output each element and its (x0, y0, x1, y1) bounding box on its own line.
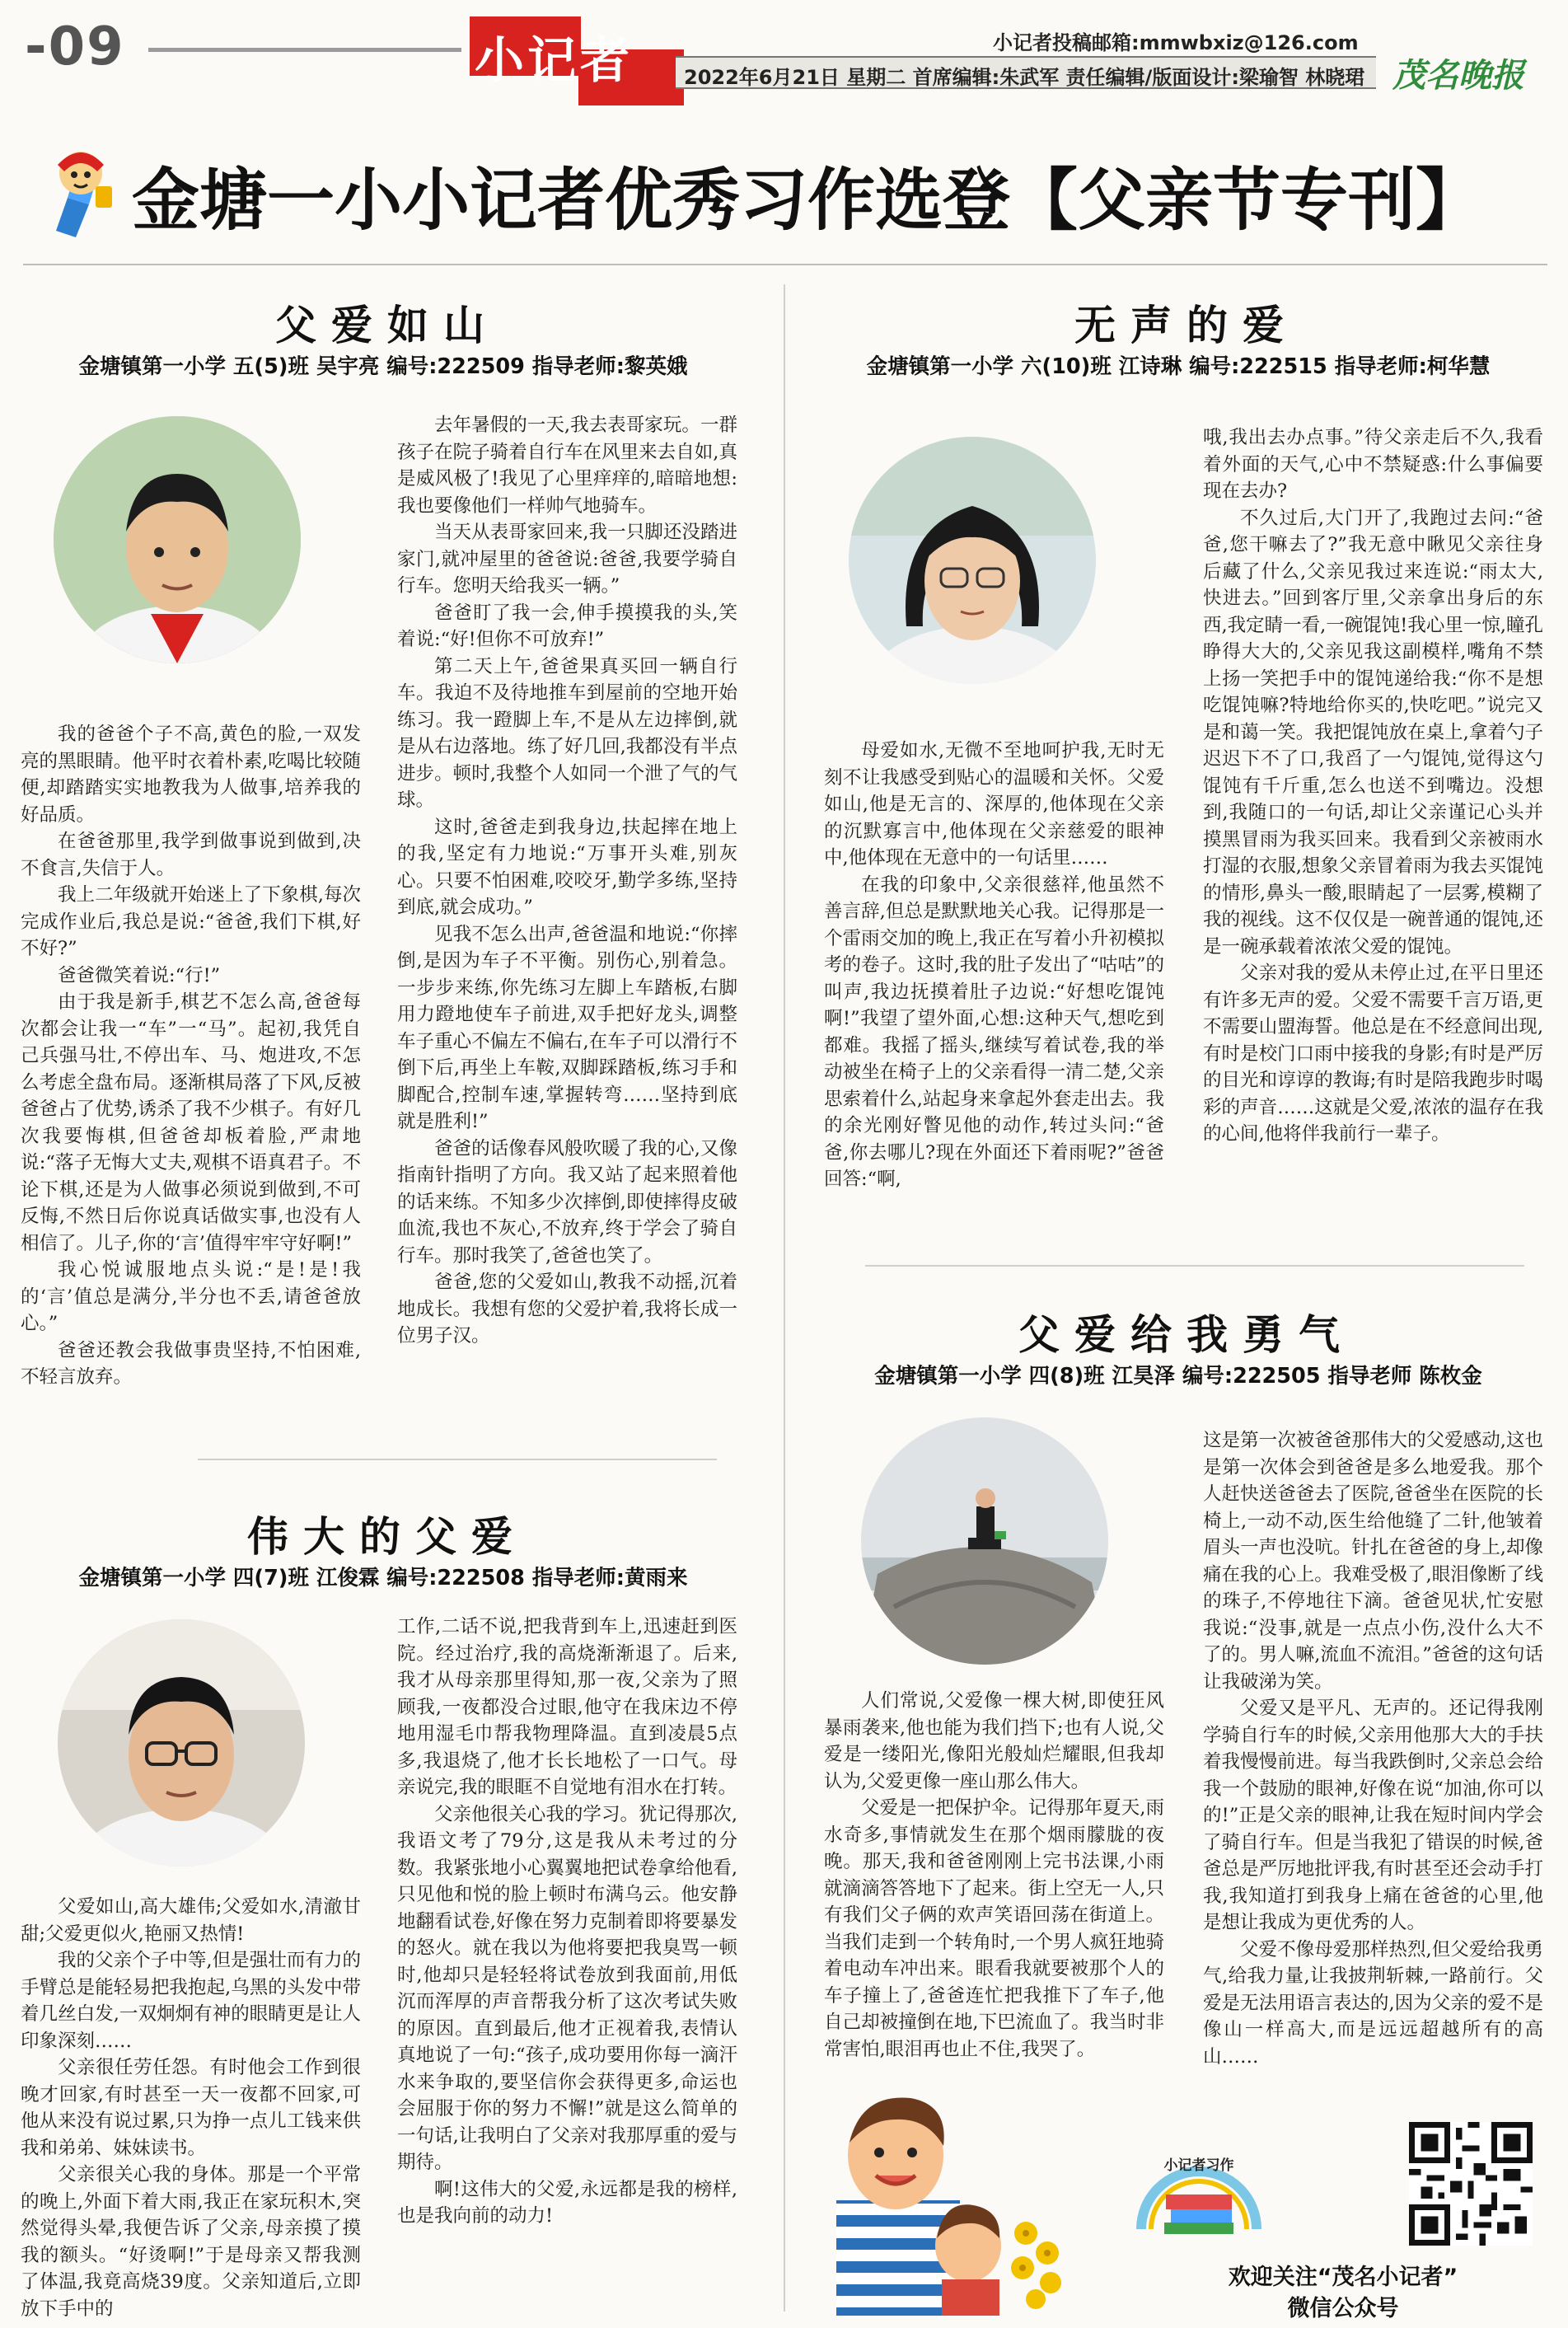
paragraph: 母爱如水,无微不至地呵护我,无时无刻不让我感受到贴心的温暖和关怀。父爱如山,他是无言的、深厚的,他体现在父亲的沉默寡言中,他体现在父亲慈爱的眼神中,他体现在无意中的一句话里…… (824, 740, 1164, 869)
paragraph: 父爱不像母爱那样热烈,但父爱给我勇气,给我力量,让我披荆斩棘,一路前行。父爱是无法用语言表达的,因为父亲的爱不是像山一样高大,而是远远超越所有的高山…… (1203, 1938, 1543, 2068)
paragraph: 这时,爸爸走到我身边,扶起摔在地上的我,坚定有力地说:“万事开头难,别灰心。只要不怕困难,咬咬牙,勤学多练,坚持到底,就会成功。” (397, 816, 737, 918)
article-byline: 金塘镇第一小学 六(10)班 江诗琳 编号:222515 指导老师:柯华慧 (866, 354, 1491, 379)
paragraph: 爸爸,您的父爱如山,教我不动摇,沉着地成长。我想有您的父爱护着,我将长成一位男子汉。 (397, 1272, 737, 1347)
paper-logo: 茂名晚报 (1392, 56, 1524, 95)
promo-badge-label: 小记者习作 (1163, 2157, 1234, 2174)
promo-badge (1133, 2130, 1265, 2246)
qr-code (1409, 2122, 1533, 2246)
paragraph: 我的父亲个子中等,但是强壮而有力的手臂总是能轻易把我抱起,乌黑的头发中带着几丝白发,一双炯炯有神的眼睛更是让人印象深刻…… (21, 1950, 361, 2052)
page-headline: 金塘一小小记者优秀习作选登【父亲节专刊】 (132, 162, 1484, 240)
paragraph: 父亲他很关心我的学习。犹记得那次,我语文考了79分,这是我从未考过的分数。我紧张地小心翼翼地把试卷拿给他看,只见他和悦的脸上顿时布满乌云。他安静地翻看试卷,好像在努力克制着即将要暴发的怒火。就在我以为他将要把我臭骂一顿时,他却只是轻轻将试卷放到我面前,用低沉而浑厚的声音帮我分析了这次考试失败的原因。直到最后,他才正视着我,表情认真地说了一句:“孩子,成功要用你每一滴汗水来争取的,要坚信你会获得更多,命运也会屈服于你的努力不懈!”就是这么简单的一句话,让我明白了父亲对我那厚重的爱与期待。 (397, 1803, 737, 2173)
paragraph: 哦,我出去办点事。”待父亲走后不久,我看着外面的天气,心中不禁疑惑:什么事偏要现在去办? (1203, 427, 1543, 502)
issue-info: 2022年6月21日 星期二 首席编辑:朱武军 责任编辑/版面设计:梁瑜智 林晓珺 (684, 66, 1365, 89)
article-byline: 金塘镇第一小学 五(5)班 吴宇亮 编号:222509 指导老师:黎英娥 (78, 354, 688, 379)
paragraph: 当天从表哥家回来,我一只脚还没踏进家门,就冲屋里的爸爸说:爸爸,我要学骑自行车。您明天给我买一辆。” (397, 522, 737, 597)
article-column (21, 721, 361, 1391)
article-byline: 金塘镇第一小学 四(7)班 江俊霖 编号:222508 指导老师:黄雨来 (78, 1566, 688, 1590)
paragraph: 这是第一次被爸爸那伟大的父爱感动,这也是第一次体会到爸爸是多么地爱我。那个人赶快送爸爸去了医院,爸爸坐在医院的长椅上,一动不动,医生给他缝了二针,他皱着眉头一声也没吭。针扎在爸爸的身上,却像痛在我的心上。我难受极了,眼泪像断了线的珠子,不停地往下滴。爸爸见状,忙安慰我说:“没事,就是一点点小伤,没什么大不了的。男人嘛,流血不流泪。”爸爸的这句话让我破涕为笑。 (1203, 1430, 1543, 1693)
paragraph: 啊!这伟大的父爱,永远都是我的榜样,也是我向前的动力! (397, 2178, 737, 2227)
article-title: 父爱给我勇气 (1018, 1310, 1355, 1359)
paragraph: 父亲很任劳任怨。有时他会工作到很晚才回家,有时甚至一天一夜都不回家,可他从来没有说过累,只为挣一点儿工钱来供我和弟弟、妹妹读书。 (21, 2057, 361, 2159)
article-column (1203, 424, 1543, 1148)
paragraph: 爸爸微笑着说:“行!” (58, 964, 221, 986)
author-photo (849, 437, 1096, 684)
article-column (1203, 1427, 1543, 2070)
article-column (397, 412, 737, 1350)
article-title: 无声的爱 (1074, 301, 1299, 349)
paragraph: 爸爸还教会我做事贵坚持,不怕困难,不轻言放弃。 (21, 1339, 361, 1388)
section-badge (470, 16, 684, 105)
paragraph: 爸爸的话像春风般吹暖了我的心,又像指南针指明了方向。我又站了起来照着他的话来练。不知多少次摔倒,即使摔得皮破血流,我也不灰心,不放弃,终于学会了骑自行车。那时我笑了,爸爸也笑了。 (397, 1137, 737, 1267)
article-byline: 金塘镇第一小学 四(8)班 江昊泽 编号:222505 指导老师 陈枚金 (874, 1364, 1482, 1389)
paragraph: 人们常说,父爱像一棵大树,即使狂风暴雨袭来,他也能为我们挡下;也有人说,父爱是一缕阳光,像阳光般灿烂耀眼,但我却认为,父爱更像一座山那么伟大。 (824, 1690, 1164, 1792)
headline-rule (23, 264, 1547, 265)
paragraph: 由于我是新手,棋艺不怎么高,爸爸每次都会让我一“车”一“马”。起初,我凭自己兵强马壮,不停出车、马、炮进攻,不怎么考虑全盘布局。逐渐棋局落了下风,反被爸爸占了优势,诱杀了我不少棋子。有好几次我要悔棋,但爸爸却板着脸,严肃地说:“落子无悔大丈夫,观棋不语真君子。不论下棋,还是为人做事必须说到做到,不可反悔,不然日后你说真话做实事,也没有人相信了。儿子,你的‘言’值得牢牢守好啊!” (21, 991, 361, 1254)
article-column (397, 1614, 737, 2230)
column-divider (784, 284, 785, 2312)
paragraph: 不久过后,大门开了,我跑过去问:“爸爸,您干嘛去了?”我无意中瞅见父亲往身后藏了什么,父亲见我过来连说:“雨太大,快进去。”回到客厅里,父亲拿出身后的东西,我定睛一看,一碗馄饨!我心里一惊,瞳孔睁得大大的,父亲见我这副模样,嘴角不禁上扬一笑把手中的馄饨递给我:“你不是想吃馄饨嘛?特地给你买的,快吃吧。”说完又是和蔼一笑。我把馄饨放在桌上,拿着勺子迟迟下不了口,我舀了一勺馄饨,觉得这勺馄饨有千斤重,怎么也送不到嘴边。没想到,我随口的一句话,却让父亲谨记心头并摸黑冒雨为我买回来。我看到父亲被雨水打湿的衣服,想象父亲冒着雨为我去买馄饨的情形,鼻头一酸,眼睛起了一层雾,模糊了我的视线。这不仅仅是一碗普通的馄饨,还是一碗承载着浓浓父爱的馄饨。 (1203, 507, 1543, 958)
promo-caption-line1: 欢迎关注“茂名小记者” (1228, 2265, 1458, 2290)
father-child-illustration (803, 2077, 1084, 2316)
paragraph: 我的爸爸个子不高,黄色的脸,一双发亮的黑眼睛。他平时衣着朴素,吃喝比较随便,却踏踏实实地教我为人做事,培养我的好品质。 (21, 724, 361, 826)
paragraph: 父亲对我的爱从未停止过,在平日里还有许多无声的爱。父爱不需要千言万语,更不需要山盟海誓。他总是在不经意间出现,有时是校门口雨中接我的身影;有时是严厉的目光和谆谆的教诲;有时是陪我跑步时喝彩的声音……这就是父爱,浓浓的温存在我的心间,他将伴我前行一辈子。 (1203, 963, 1543, 1145)
paragraph: 爸爸盯了我一会,伸手摸摸我的头,笑着说:“好!但你不可放弃!” (397, 602, 737, 650)
author-photo (58, 1619, 305, 1867)
paragraph: 父爱如山,高大雄伟;父爱如水,清澈甘甜;父爱更似火,艳丽又热情! (21, 1896, 361, 1945)
header-rule-gray (148, 48, 461, 52)
paragraph: 父爱是一把保护伞。记得那年夏天,雨水奇多,事情就发生在那个烟雨朦胧的夜晚。那天,我和爸爸刚刚上完书法课,小雨就滴滴答答地下了起来。街上空无一人,只有我们父子俩的欢声笑语回荡在街道上。当我们走到一个转角时,一个男人疯狂地骑着电动车冲出来。眼看我就要被那个人的车子撞上了,爸爸连忙把我推下了车子,他自己却被撞倒在地,下巴流血了。我当时非常害怕,眼泪再也止不住,我哭了。 (824, 1797, 1164, 2060)
paragraph: 去年暑假的一天,我去表哥家玩。一群孩子在院子骑着自行车在风里来去自如,真是威风极了!我见了心里痒痒的,暗暗地想:我也要像他们一样帅气地骑车。 (397, 415, 737, 517)
contribution-email: 小记者投稿邮箱:mmwbxiz@126.com (993, 31, 1359, 54)
author-photo (861, 1417, 1108, 1665)
paragraph: 在我的印象中,父亲很慈祥,他虽然不善言辞,但总是默默地关心我。记得那是一个雷雨交加的晚上,我正在写着小升初模拟考的卷子。这时,我的肚子发出了“咕咕”的叫声,我边抚摸着肚子边说:“好想吃馄饨啊!”我望了望外面,心想:这种天气,想吃到都难。我摇了摇头,继续写着试卷,我的举动被坐在椅子上的父亲看得一清二楚,父亲思索着什么,站起身来拿起外套走出去。我的余光刚好瞥见他的动作,转过头问:“爸爸,你去哪儿?现在外面还下着雨呢?”爸爸回答:“啊, (824, 874, 1164, 1190)
promo-caption (1129, 2262, 1557, 2325)
mascot-icon (31, 140, 122, 239)
paragraph: 第二天上午,爸爸果真买回一辆自行车。我迫不及待地推车到屋前的空地开始练习。我一蹬脚上车,不是从左边摔倒,就是从右边落地。练了好几回,我都没有半点进步。顿时,我整个人如同一个泄了气的气球。 (397, 655, 737, 811)
promo-caption-line2: 微信公众号 (1287, 2296, 1399, 2321)
article-column (21, 1894, 361, 2322)
paragraph: 工作,二话不说,把我背到车上,迅速赶到医院。经过治疗,我的高烧渐渐退了。后来,我才从母亲那里得知,那一夜,父亲为了照顾我,一夜都没合过眼,他守在我床边不停地用湿毛巾帮我物理降温。直到凌晨5点多,我退烧了,他才长长地松了一口气。母亲说完,我的眼眶不自觉地有泪水在打转。 (397, 1616, 737, 1798)
article-title: 伟大的父爱 (247, 1512, 527, 1561)
section-divider-left (198, 1459, 717, 1460)
paragraph: 在爸爸那里,我学到做事说到做到,决不食言,失信于人。 (21, 831, 361, 879)
paragraph: 见我不怎么出声,爸爸温和地说:“你摔倒,是因为车子不平衡。别伤心,别着急。一步步来练,你先练习左脚上车踏板,右脚用力蹬地使车子前进,双手把好龙头,调整车子重心不偏左不偏右,在车子可以滑行不倒下后,再坐上车鞍,双脚踩踏板,练习手和脚配合,控制车速,掌握转弯……坚持到底就是胜利!” (397, 923, 737, 1132)
paragraph: 我上二年级就开始迷上了下象棋,每次完成作业后,我总是说:“爸爸,我们下棋,好不好?” (21, 884, 361, 959)
article-column (824, 738, 1164, 1193)
paragraph: 我心悦诚服地点头说:“是!是!我的‘言’值总是满分,半分也不丢,请爸爸放心。” (21, 1259, 361, 1334)
section-divider-right (865, 1265, 1524, 1267)
page-number: -09 (25, 16, 125, 77)
paragraph: 父亲很关心我的身体。那是一个平常的晚上,外面下着大雨,我正在家玩积木,突然觉得头晕,我便告诉了父亲,母亲摸了摸我的额头。“好烫啊!”于是母亲又帮我测了体温,我竟高烧39度。父亲知道后,立即放下手中的 (21, 2164, 361, 2320)
article-title: 父爱如山 (275, 301, 499, 349)
paragraph: 父爱又是平凡、无声的。还记得我刚学骑自行车的时候,父亲用他那大大的手扶着我慢慢前进。每当我跌倒时,父亲总会给我一个鼓励的眼神,好像在说“加油,你可以的!”正是父亲的眼神,让我在短时间内学会了骑自行车。但是当我犯了错误的时候,爸爸总是严厉地批评我,有时甚至还会动手打我,我知道打到我身上痛在爸爸的心里,他是想让我成为更优秀的人。 (1203, 1698, 1543, 1933)
author-photo (54, 416, 301, 663)
section-label: 小记者 (475, 32, 633, 90)
article-column (824, 1688, 1164, 2063)
